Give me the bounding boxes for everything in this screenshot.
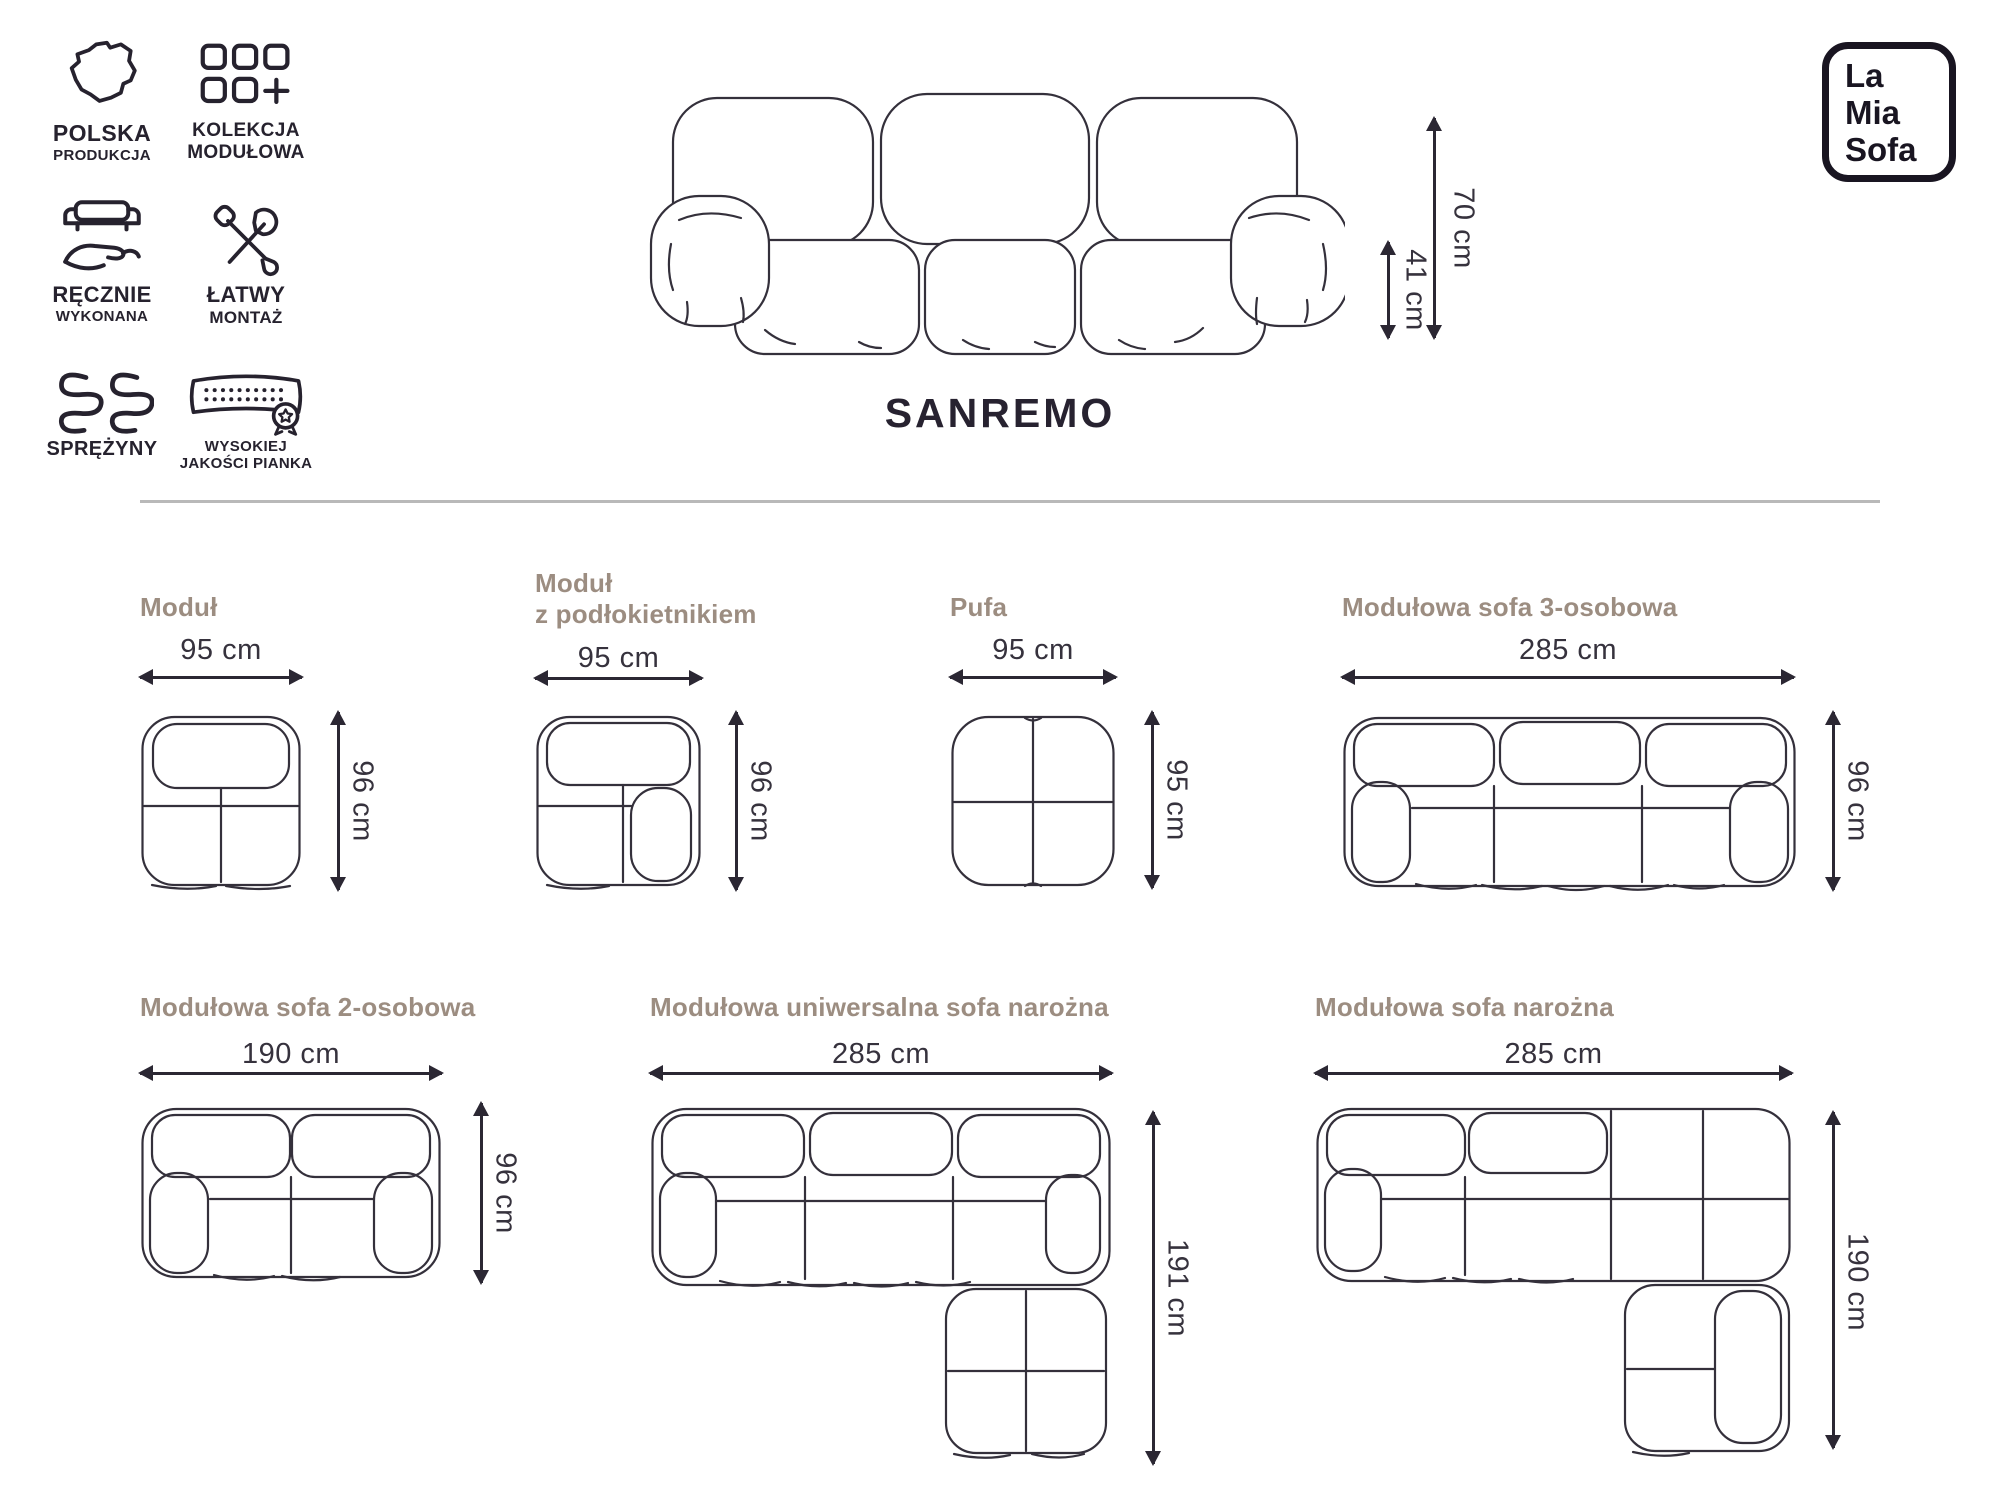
diagram-title: Modułowa sofa 2-osobowa bbox=[140, 992, 476, 1022]
badge-label: SPRĘŻYNY bbox=[46, 438, 158, 460]
corner-sofa-top-view-drawing bbox=[1315, 1103, 1793, 1457]
page-title: SANREMO bbox=[884, 390, 1116, 436]
diagram-title-line1: Moduł bbox=[535, 568, 613, 598]
easy-assembly-icon bbox=[158, 196, 334, 282]
width-label: 95 cm bbox=[180, 634, 262, 666]
high-quality-foam-icon bbox=[158, 368, 334, 438]
width-arrow bbox=[950, 676, 1116, 679]
sofa-front-view-drawing bbox=[645, 92, 1345, 360]
width-arrow bbox=[535, 677, 702, 680]
width-label: 285 cm bbox=[831, 1038, 931, 1070]
pouf-top-view-drawing bbox=[950, 712, 1116, 892]
badge-label: WYSOKIEJ bbox=[204, 438, 288, 455]
badge-sublabel: MONTAŻ bbox=[209, 308, 283, 327]
depth-arrow bbox=[1832, 712, 1835, 890]
badge-sublabel: PRODUKCJA bbox=[53, 147, 151, 164]
corner-sofa-universal-top-view-drawing bbox=[650, 1103, 1112, 1465]
section-divider bbox=[140, 500, 1880, 503]
total-height-arrow bbox=[1433, 118, 1436, 338]
diagram-title: Modułowa sofa 3-osobowa bbox=[1342, 592, 1678, 622]
diagram-sofa-narozna bbox=[1315, 992, 1905, 1492]
width-arrow bbox=[650, 1072, 1112, 1075]
badge-label: ŁATWY bbox=[206, 282, 286, 307]
modular-collection-icon bbox=[158, 36, 334, 120]
diagram-sofa-3-osobowa bbox=[1342, 592, 1902, 922]
depth-arrow bbox=[480, 1103, 483, 1283]
total-height-label: 70 cm bbox=[1447, 187, 1480, 269]
brand-logo bbox=[1822, 42, 1956, 182]
badge-sublabel: JAKOŚCI PIANKA bbox=[179, 455, 313, 472]
badge-label: KOLEKCJA bbox=[192, 120, 300, 141]
module-top-view-drawing bbox=[140, 712, 302, 892]
width-label: 285 cm bbox=[1504, 1038, 1603, 1070]
diagram-sofa-uniwersalna-narozna bbox=[650, 992, 1230, 1492]
diagram-title: Modułowa sofa narożna bbox=[1315, 992, 1614, 1022]
diagram-title: Pufa bbox=[950, 592, 1008, 622]
diagram-modul-z-podlokietnikiem bbox=[535, 568, 825, 922]
depth-arrow bbox=[735, 712, 738, 890]
seat-height-label: 41 cm bbox=[1399, 249, 1432, 331]
brand-line: La bbox=[1845, 57, 1884, 94]
diagram-title-line2: z podłokietnikiem bbox=[535, 599, 757, 629]
width-arrow bbox=[140, 1072, 442, 1075]
brand-line: Mia bbox=[1845, 94, 1901, 131]
width-arrow bbox=[140, 676, 302, 679]
badge-label: RĘCZNIE bbox=[52, 282, 152, 307]
depth-arrow bbox=[1151, 712, 1154, 888]
width-label: 95 cm bbox=[992, 634, 1074, 666]
depth-label: 96 cm bbox=[744, 760, 777, 842]
diagram-pufa bbox=[950, 592, 1230, 922]
diagram-modul bbox=[140, 592, 420, 922]
module-armrest-top-view-drawing bbox=[535, 712, 702, 892]
depth-arrow bbox=[1832, 1112, 1835, 1448]
depth-label: 96 cm bbox=[1841, 760, 1874, 842]
diagram-title bbox=[535, 568, 757, 630]
badge-label: POLSKA bbox=[52, 120, 152, 146]
diagram-sofa-2-osobowa bbox=[140, 992, 540, 1472]
badge-sublabel: WYKONANA bbox=[55, 308, 149, 325]
depth-label: 191 cm bbox=[1161, 1238, 1194, 1338]
depth-arrow bbox=[337, 712, 340, 890]
depth-label: 96 cm bbox=[489, 1152, 522, 1234]
width-label: 95 cm bbox=[577, 642, 660, 674]
sofa2-top-view-drawing bbox=[140, 1103, 442, 1285]
width-label: 190 cm bbox=[241, 1038, 341, 1070]
depth-label: 95 cm bbox=[1160, 759, 1193, 841]
sofa3-top-view-drawing bbox=[1342, 712, 1797, 894]
diagram-title: Modułowa uniwersalna sofa narożna bbox=[650, 992, 1109, 1022]
depth-label: 190 cm bbox=[1841, 1232, 1874, 1332]
badge-sublabel: MODUŁOWA bbox=[187, 142, 305, 163]
depth-arrow bbox=[1152, 1112, 1155, 1464]
width-label: 285 cm bbox=[1518, 634, 1618, 666]
badge-kolekcja-modulowa bbox=[158, 36, 334, 164]
depth-label: 96 cm bbox=[346, 760, 379, 842]
seat-height-arrow bbox=[1387, 242, 1390, 338]
width-arrow bbox=[1315, 1072, 1792, 1075]
badge-latwy-montaz bbox=[158, 196, 334, 328]
diagram-title: Moduł bbox=[140, 592, 218, 622]
brand-line: Sofa bbox=[1845, 131, 1917, 168]
width-arrow bbox=[1342, 676, 1794, 679]
badge-pianka bbox=[158, 368, 334, 472]
